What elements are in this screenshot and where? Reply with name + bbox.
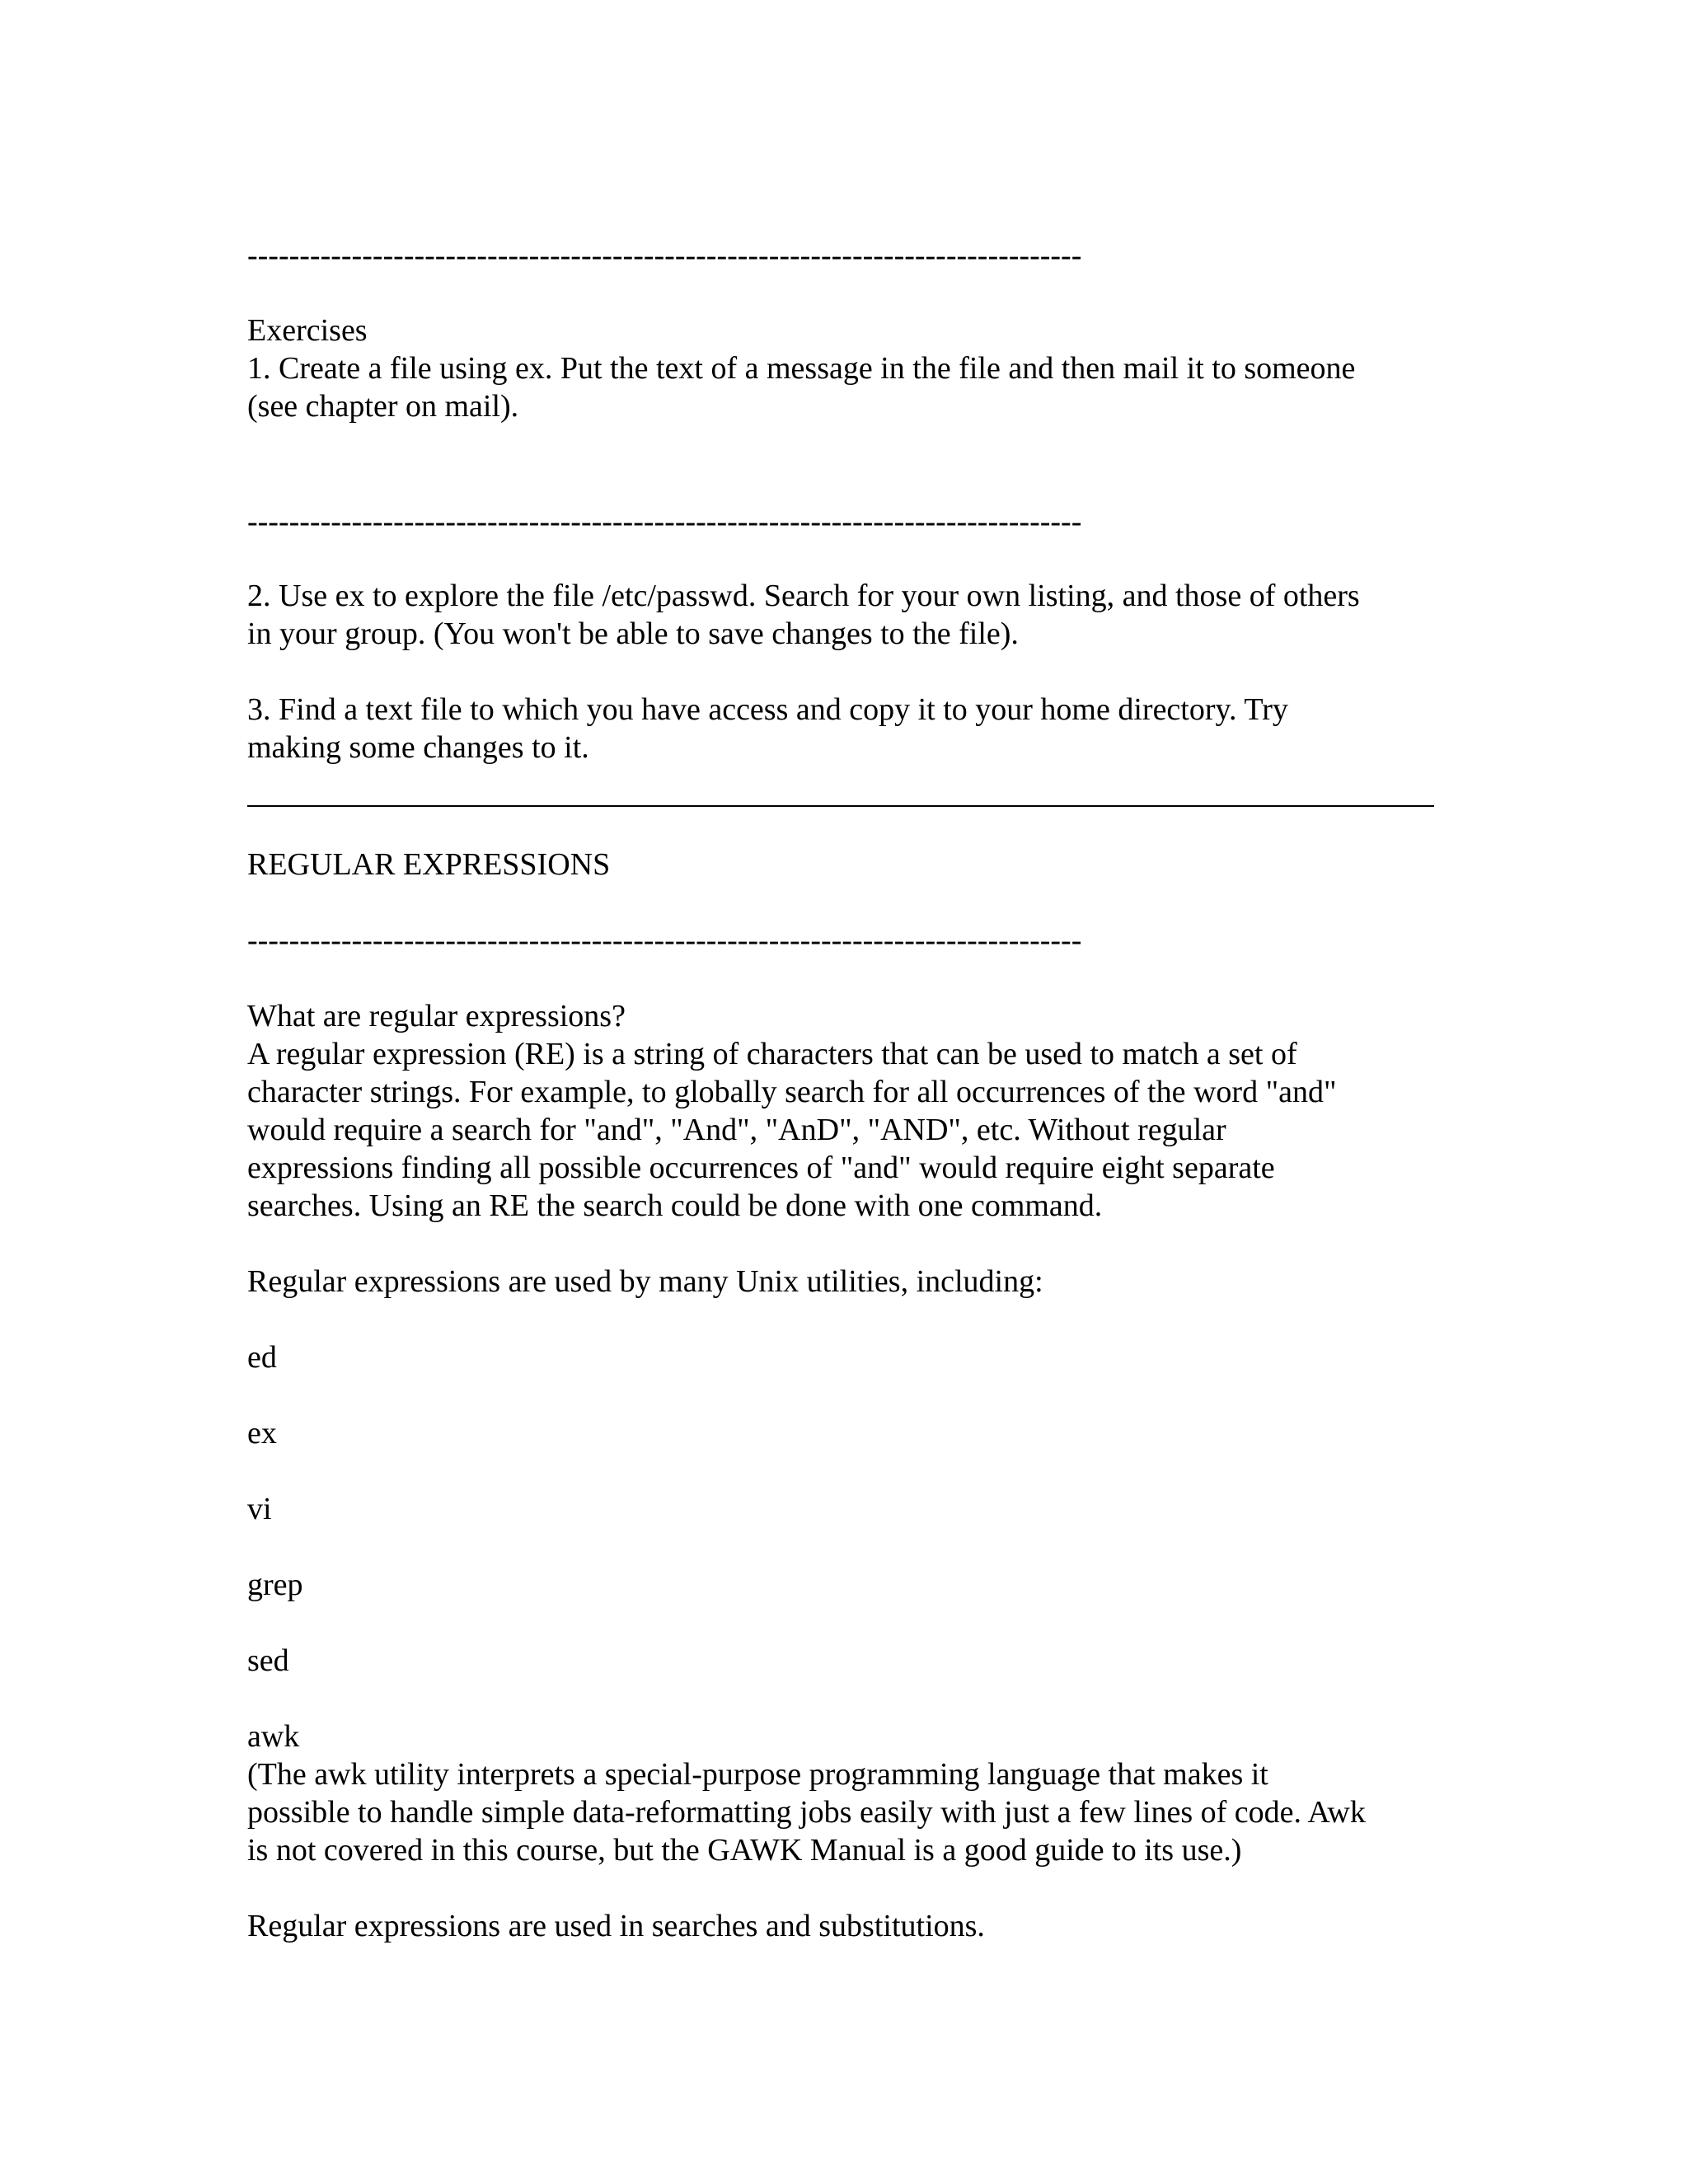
- awk-note-line-1: (The awk utility interprets a special-purpose programming language that makes it: [247, 1757, 1268, 1792]
- exercise-3-line-1: 3. Find a text file to which you have access and copy it to your home directory. Try: [247, 692, 1288, 727]
- exercise-2-line-1: 2. Use ex to explore the file /etc/passwd. Search for your own listing, and those of others: [247, 579, 1360, 613]
- awk-note-line-3: is not covered in this course, but the GAWK Manual is a good guide to its use.): [247, 1833, 1242, 1868]
- exercise-2-line-2: in your group. (You won't be able to save changes to the file).: [247, 616, 1019, 651]
- utility-ed: ed: [247, 1340, 277, 1375]
- utility-vi: vi: [247, 1492, 272, 1526]
- separator-line-1: --------------------------------------------------------------------------------: [247, 238, 1082, 273]
- utilities-intro: Regular expressions are used by many Unix utilities, including:: [247, 1264, 1043, 1299]
- question-heading: What are regular expressions?: [247, 999, 626, 1033]
- section-title: REGULAR EXPRESSIONS: [247, 847, 611, 882]
- exercise-3-line-2: making some changes to it.: [247, 730, 589, 765]
- intro-line-4: expressions finding all possible occurrences of "and" would require eight separate: [247, 1151, 1275, 1185]
- closing-line: Regular expressions are used in searches and substitutions.: [247, 1909, 985, 1943]
- document-page: [247, 0, 1442, 2184]
- horizontal-rule: [247, 805, 1434, 807]
- separator-line-2: --------------------------------------------------------------------------------: [247, 504, 1082, 539]
- utility-sed: sed: [247, 1643, 289, 1678]
- intro-line-1: A regular expression (RE) is a string of characters that can be used to match a set of: [247, 1037, 1297, 1071]
- awk-note-line-2: possible to handle simple data-reformatting jobs easily with just a few lines of code. Awk: [247, 1795, 1366, 1830]
- exercise-1-line-1: 1. Create a file using ex. Put the text of a message in the file and then mail it to someone: [247, 351, 1356, 386]
- utility-grep: grep: [247, 1568, 303, 1602]
- intro-line-3: would require a search for "and", "And", "AnD", "AND", etc. Without regular: [247, 1113, 1226, 1147]
- utility-ex: ex: [247, 1416, 277, 1451]
- intro-line-5: searches. Using an RE the search could be done with one command.: [247, 1188, 1103, 1223]
- exercises-heading: Exercises: [247, 313, 368, 348]
- utility-awk: awk: [247, 1719, 300, 1754]
- intro-line-2: character strings. For example, to globally search for all occurrences of the word "and": [247, 1075, 1337, 1109]
- separator-line-3: --------------------------------------------------------------------------------: [247, 923, 1082, 958]
- exercise-1-line-2: (see chapter on mail).: [247, 389, 519, 424]
